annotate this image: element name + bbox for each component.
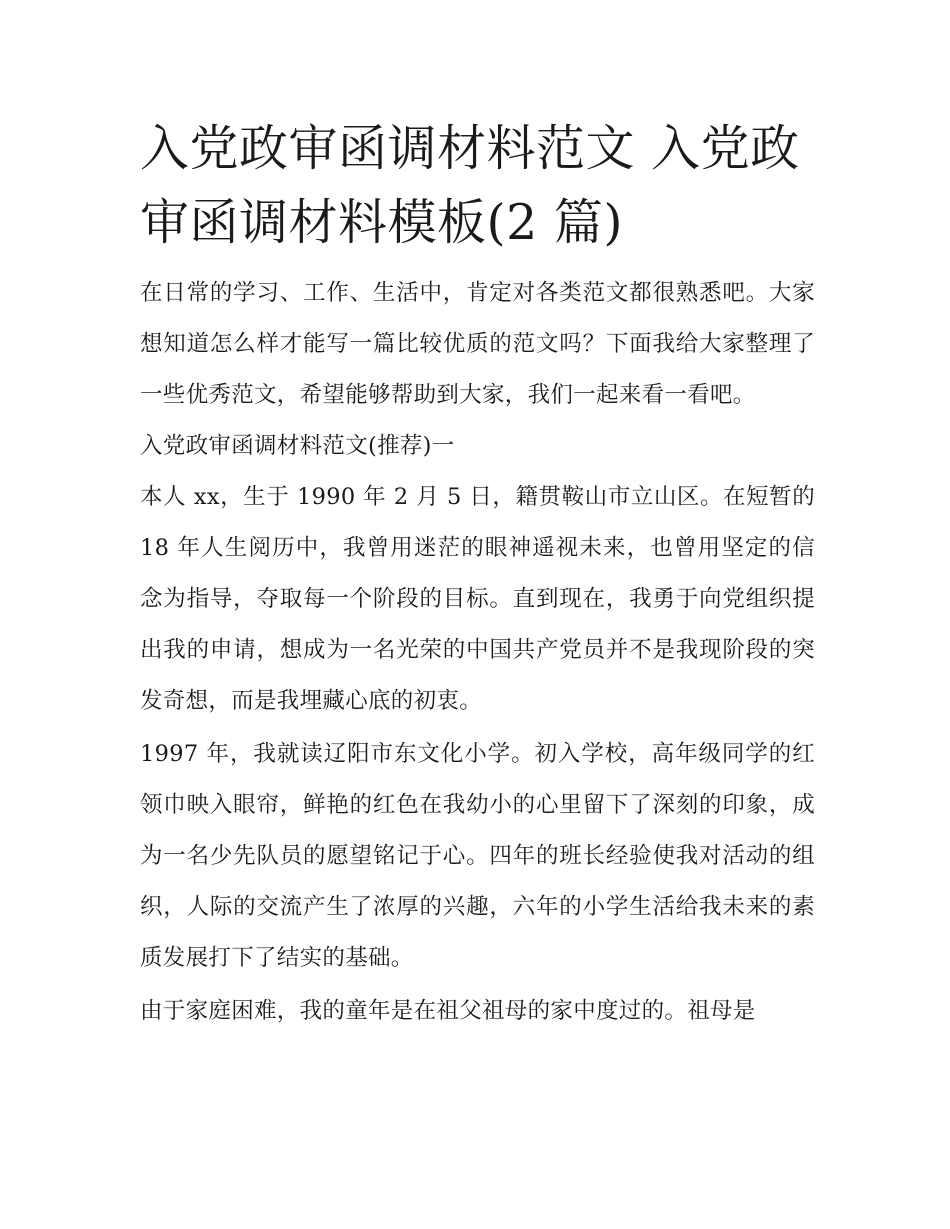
body-paragraph-2: 1997 年，我就读辽阳市东文化小学。初入学校，高年级同学的红领巾映入眼帘，鲜艳的红色在我幼小的心里留下了深刻的印象，成为一名少先队员的愿望铭记于心。四年的班长经验使我对活动的组织，人际的交流产生了浓厚的兴趣，六年的小学生活给我未来的素质发展打下了结实的基础。 (140, 741, 815, 971)
intro-paragraph: 在日常的学习、工作、生活中，肯定对各类范文都很熟悉吧。大家想知道怎么样才能写一篇比较优质的范文吗？下面我给大家整理了一些优秀范文，希望能够帮助到大家，我们一起来看一看吧。 (140, 280, 815, 408)
document-page (140, 112, 815, 1037)
body-paragraph-3: 由于家庭困难，我的童年是在祖父祖母的家中度过的。祖母是 (140, 998, 756, 1024)
document-title: 入党政审函调材料范文 入党政审函调材料模板(2 篇) (140, 120, 800, 251)
body-paragraph-1: 本人 xx，生于 1990 年 2 月 5 日，籍贯鞍山市立山区。在短暂的 18 年人生阅历中，我曾用迷茫的眼神遥视未来，也曾用坚定的信念为指导，夺取每一个阶段的目标。直到现在，我勇于向党组织提出我的申请，想成为一名光荣的中国共产党员并不是我现阶段的突发奇想，而是我埋藏心底的初衷。 (140, 484, 815, 714)
section-heading: 入党政审函调材料范文(推荐)一 (140, 433, 455, 459)
